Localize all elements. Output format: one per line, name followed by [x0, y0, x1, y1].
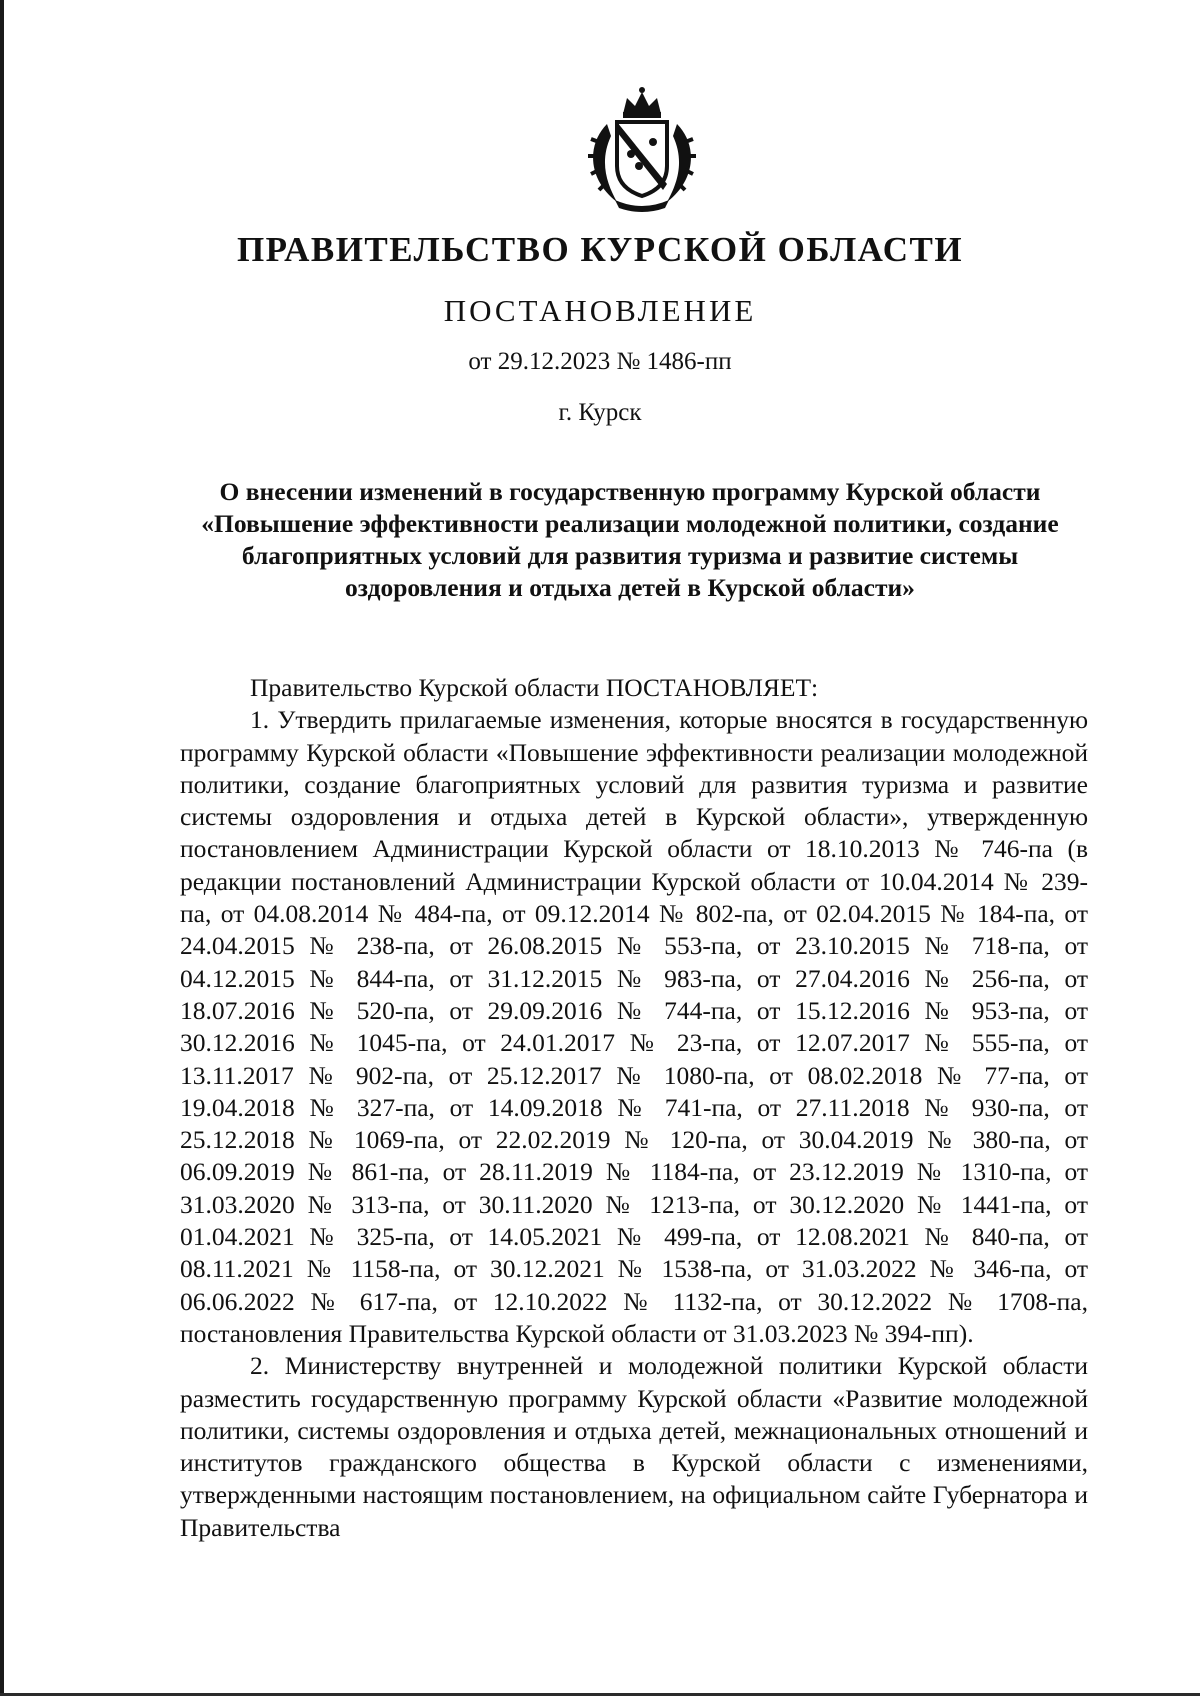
document-type: ПОСТАНОВЛЕНИЕ: [443, 293, 757, 328]
paragraph-2: 2. Министерству внутренней и молодежной политики Курской области разместить государственную программу Курской области «Развитие молодежной политики, системы оздоровления и отдыха детей, межнациональных отношений и институтов гражданского общества в Курской области с изменениями, утвержденными настоящим постановлением, на официальном сайте Губернатора и Правительства: [180, 1351, 1088, 1542]
document-body: [180, 672, 1088, 1544]
paragraph-1: 1. Утвердить прилагаемые изменения, которые вносятся в государственную программу Курской области «Повышение эффективности реализации молодежной политики, создание благоприятных условий для развития туризма и развитие системы оздоровления и отдыха детей в Курской области», утвержденную постановлением Администрации Курской области от 18.10.2013 № 746-па (в редакции постановлений Администрации Курской области от 10.04.2014 № 239-па, от 04.08.2014 № 484-па, от 09.12.2014 № 802-па, от 02.04.2015 № 184-па, от 24.04.2015 № 238-па, от 26.08.2015 № 553-па, от 23.10.2015 № 718-па, от 04.12.2015 № 844-па, от 31.12.2015 № 983-па, от 27.04.2016 № 256-па, от 18.07.2016 № 520-па, от 29.09.2016 № 744-па, от 15.12.2016 № 953-па, от 30.12.2016 № 1045-па, от 24.01.2017 № 23-па, от 12.07.2017 № 555-па, от 13.11.2017 № 902-па, от 25.12.2017 № 1080-па, от 08.02.2018 № 77-па, от 19.04.2018 № 327-па, от 14.09.2018 № 741-па, от 27.11.2018 № 930-па, от 25.12.2018 № 1069-па, от 22.02.2019 № 120-па, от 30.04.2019 № 380-па, от 06.09.2019 № 861-па, от 28.11.2019 № 1184-па, от 23.12.2019 № 1310-па, от 31.03.2020 № 313-па, от 30.11.2020 № 1213-па, от 30.12.2020 № 1441-па, от 01.04.2021 № 325-па, от 14.05.2021 № 499-па, от 12.08.2021 № 840-па, от 08.11.2021 № 1158-па, от 30.12.2021 № 1538-па, от 31.03.2022 № 346-па, от 06.06.2022 № 617-па, от 12.10.2022 № 1132-па, от 30.12.2022 № 1708-па, постановления Правительства Курской области от 31.03.2023 № 394-пп).: [180, 705, 1088, 1348]
document-subject: О внесении изменений в государственную программу Курской области «Повышение эффективности реализации молодежной политики, создание благоприятных условий для развития туризма и развитие системы оздоровления и отдыха детей в Курской области»: [201, 477, 1059, 602]
document-city: г. Курск: [558, 399, 642, 426]
preamble: Правительство Курской области ПОСТАНОВЛЯЕТ:: [250, 673, 819, 702]
organization-title: ПРАВИТЕЛЬСТВО КУРСКОЙ ОБЛАСТИ: [236, 230, 964, 269]
kursk-coat-of-arms-icon: [577, 84, 707, 214]
document-number-date: от 29.12.2023 № 1486-пп: [468, 348, 732, 375]
